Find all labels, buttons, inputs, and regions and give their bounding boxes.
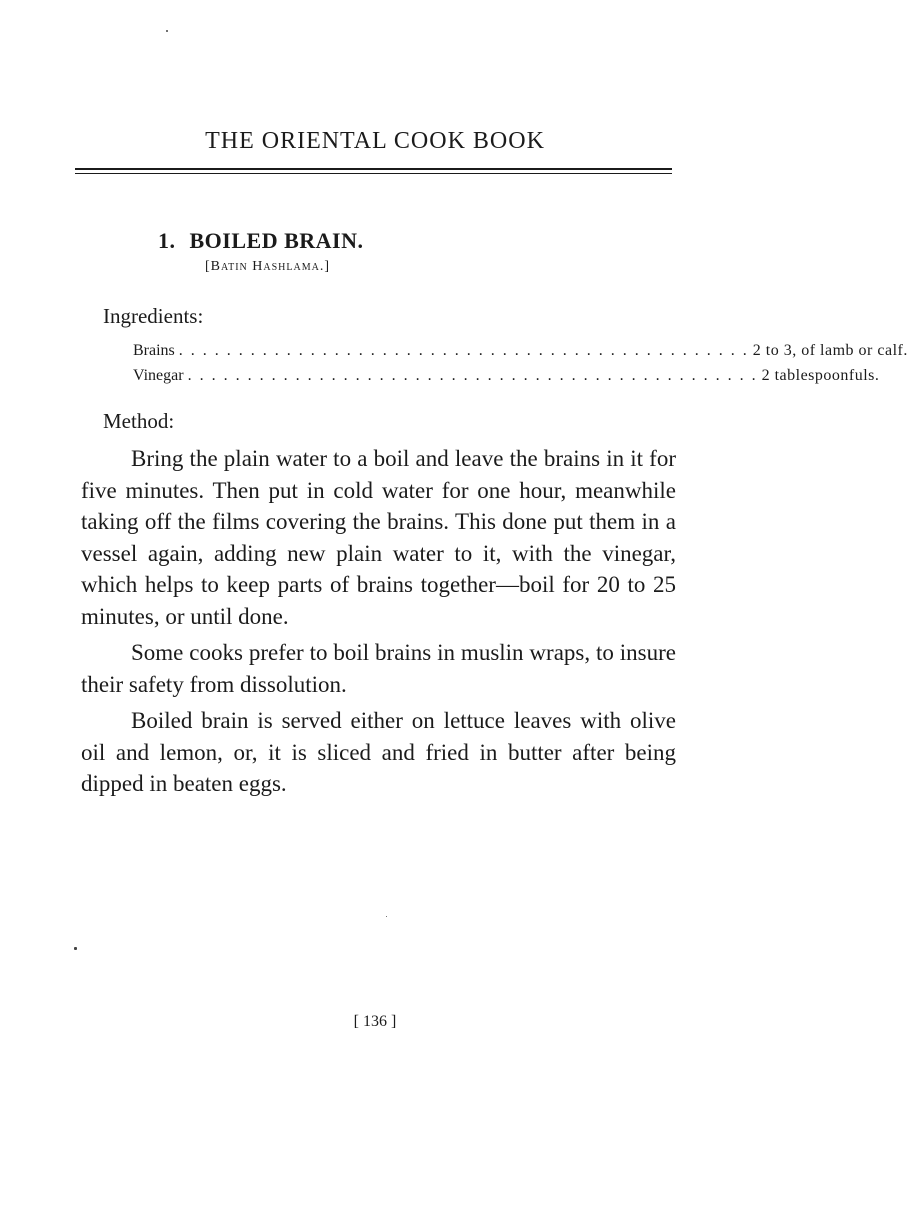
- print-speck: [166, 30, 168, 32]
- recipe-title: [158, 228, 363, 254]
- ingredient-amount: 2 to 3, of lamb or calf.: [752, 342, 908, 359]
- print-speck: [74, 947, 77, 950]
- ingredient-name: Brains: [133, 342, 175, 359]
- method-paragraph: Some cooks prefer to boil brains in muslin wraps, to insure their safety from dissolution.: [81, 640, 676, 697]
- running-head: THE ORIENTAL COOK BOOK: [205, 128, 545, 154]
- page-number: [ 136 ]: [353, 1013, 397, 1030]
- header-rule-thin: [75, 173, 672, 174]
- method-label: Method:: [103, 409, 175, 433]
- method-paragraph: Boiled brain is served either on lettuce leaves with olive oil and lemon, or, it is sliced and fried in butter after being dipped in beaten eggs.: [81, 708, 676, 796]
- method-text: [81, 443, 676, 805]
- ingredient-row: [133, 367, 880, 385]
- print-speck: [386, 916, 387, 917]
- method-paragraph: Bring the plain water to a boil and leave the brains in it for five minutes. Then put in cold water for one hour, meanwhile taking off the films covering the brains. This done put them in a vessel again, adding new plain water to it, with the vinegar, which helps to keep parts of brains together—boil for 20 to 25 minutes, or until done.: [81, 446, 676, 629]
- ingredient-name: Vinegar: [133, 367, 184, 384]
- ingredient-row: [133, 342, 908, 360]
- leader-dots: . . . . . . . . . . . . . . . . . . . . . . . . . . . . . . . . . . . . . . . . . . . . . . . .: [187, 367, 758, 384]
- leader-dots: . . . . . . . . . . . . . . . . . . . . . . . . . . . . . . . . . . . . . . . . . . . . . . . .: [178, 342, 749, 359]
- ingredients-label: Ingredients:: [103, 304, 204, 328]
- ingredient-amount: 2 tablespoonfuls.: [761, 367, 880, 384]
- recipe-subtitle: [Batin Hashlama.]: [205, 259, 330, 274]
- recipe-title-text: BOILED BRAIN.: [189, 228, 364, 253]
- header-rule-thick: [75, 168, 672, 170]
- recipe-number: 1.: [158, 228, 176, 253]
